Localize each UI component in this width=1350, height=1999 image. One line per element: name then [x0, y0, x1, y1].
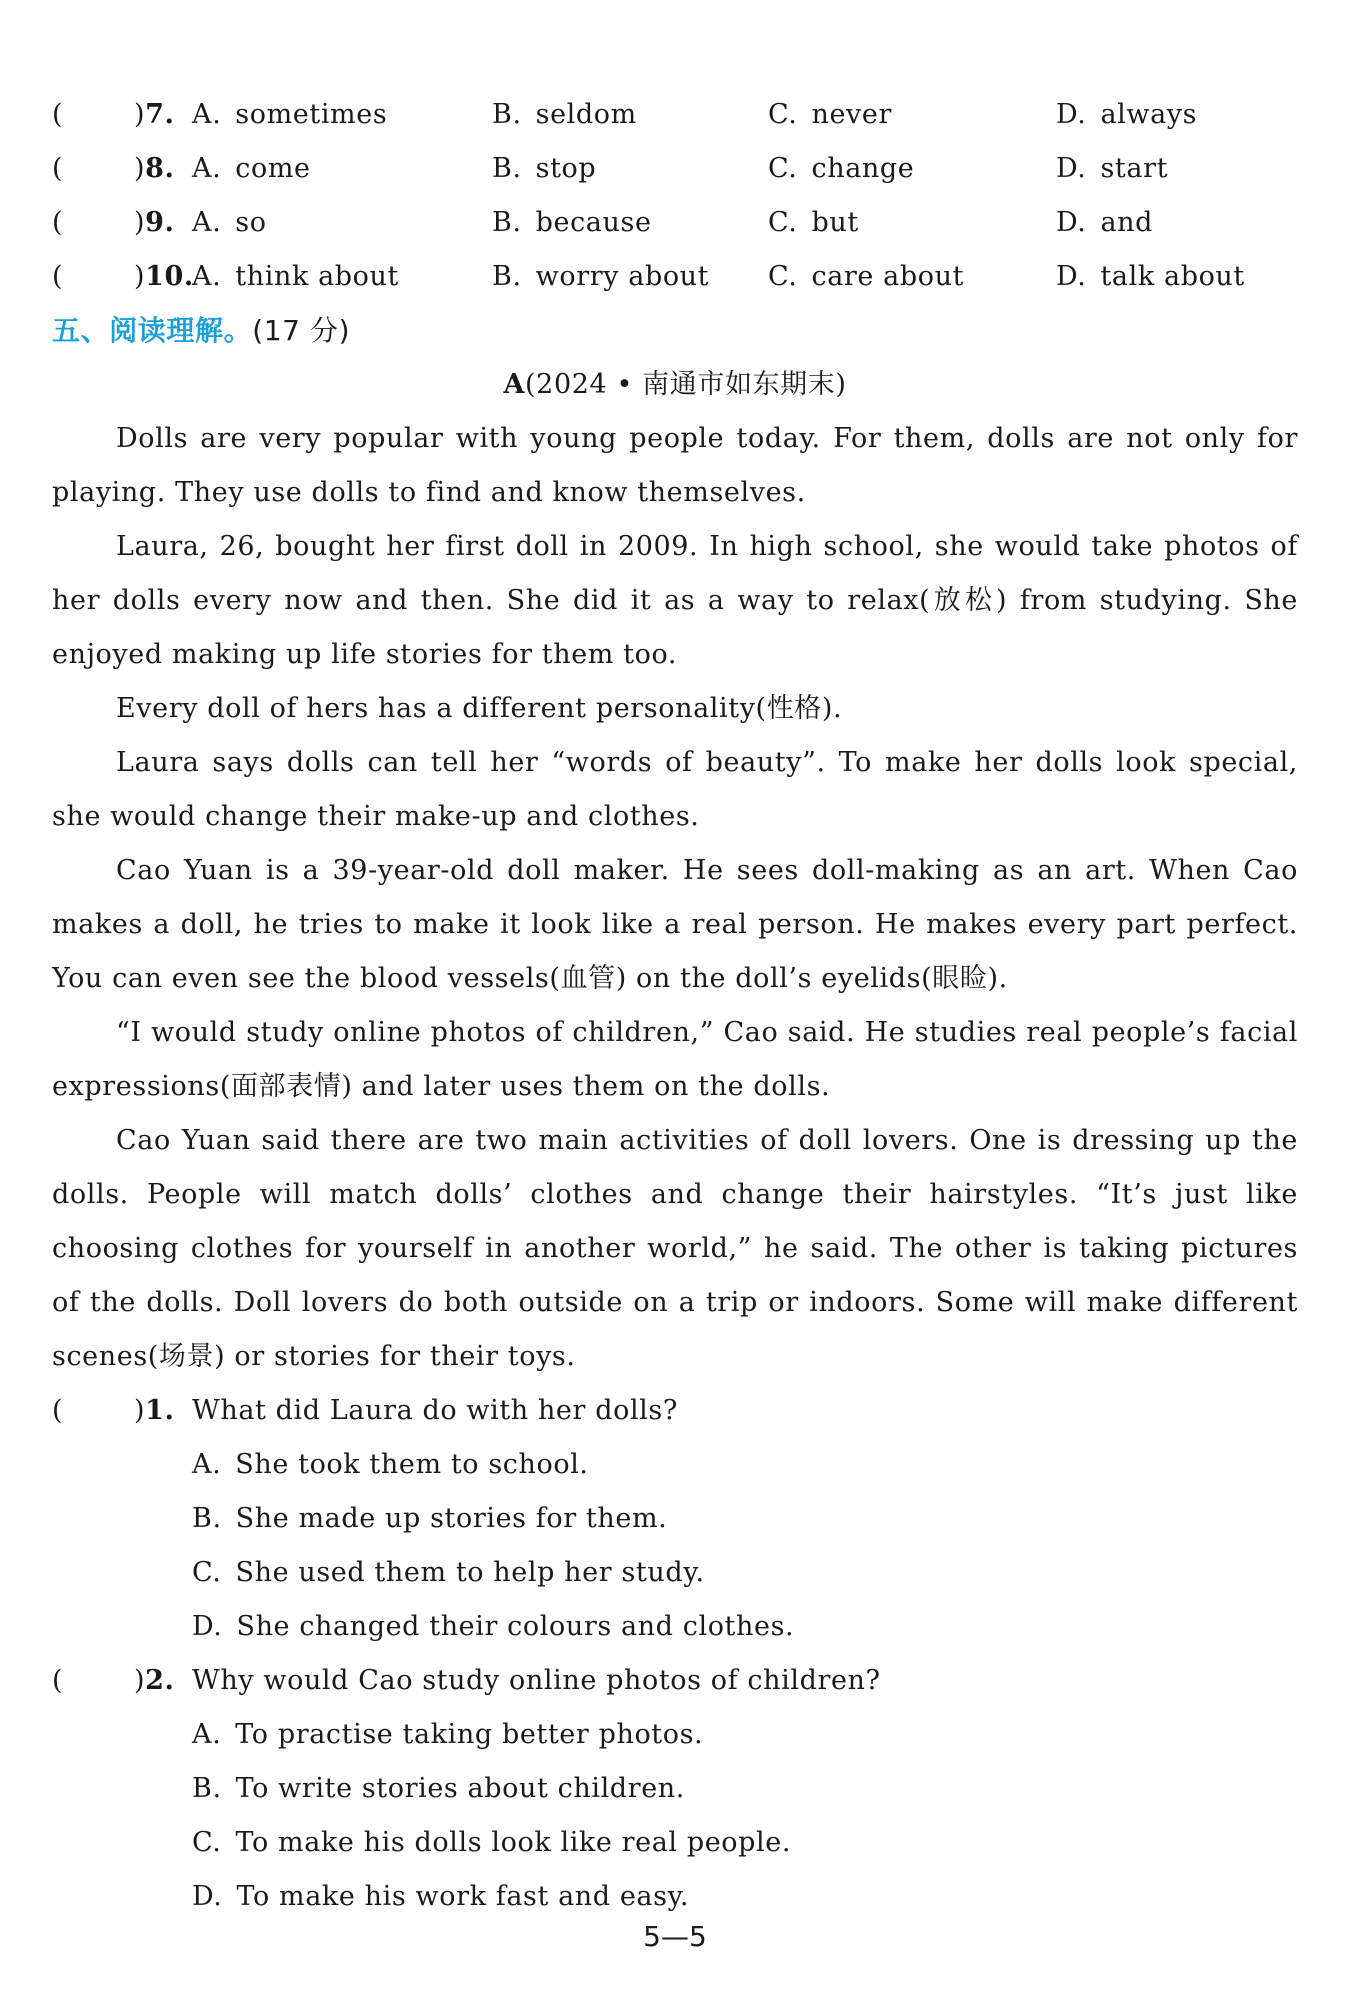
answer-paren-open: ( [52, 153, 64, 184]
answer-paren-open: ( [52, 1665, 64, 1696]
question-number: 1. [145, 1395, 175, 1426]
option-d: D. To make his work fast and easy. [192, 1881, 690, 1912]
cloze-question-8 [52, 142, 1298, 196]
section-score: (17 分) [252, 314, 351, 347]
question-number: 2. [145, 1665, 175, 1696]
cloze-question-10 [52, 250, 1298, 304]
option-d: D. start [1056, 153, 1169, 184]
passage-paragraph: “I would study online photos of children,” Cao said. He studies real people’s facial expressions(面部表情) and later uses them on the dolls. [52, 1017, 1298, 1102]
question-stem [52, 1654, 1298, 1708]
option-a: A. think about [192, 261, 399, 292]
question-number: 10. [145, 261, 194, 292]
answer-paren-open: ( [52, 1395, 64, 1426]
answer-paren-open: ( [52, 261, 64, 292]
passage-paragraph: Cao Yuan said there are two main activities of doll lovers. One is dressing up the dolls. People will match dolls’ clothes and change their hairstyles. “It’s just like choosing clothes for yourself in another world,” he said. The other is taking pictures of the dolls. Doll lovers do both outside on a trip or indoors. Some will make different scenes(场景) or stories for their toys. [52, 1125, 1298, 1372]
option-d: D. She changed their colours and clothes. [192, 1611, 795, 1642]
question-text: Why would Cao study online photos of children? [192, 1665, 881, 1696]
passage-paragraph: Cao Yuan is a 39-year-old doll maker. He sees doll-making as an art. When Cao makes a doll, he tries to make it look like a real person. He makes every part perfect. You can even see the blood vessels(血管) on the doll’s eyelids(眼睑). [52, 855, 1298, 994]
answer-paren-close: ) [134, 153, 146, 184]
option-b: B. seldom [492, 99, 637, 130]
option-a: A. come [192, 153, 311, 184]
option-a: A. so [192, 207, 267, 238]
question-number: 7. [145, 99, 175, 130]
passage-body [52, 412, 1298, 1384]
option-c: C. She used them to help her study. [192, 1557, 705, 1588]
answer-paren-close: ) [134, 1665, 146, 1696]
option-c: C. never [768, 99, 892, 130]
passage-label: A [503, 369, 526, 400]
passage-paragraph: Dolls are very popular with young people today. For them, dolls are not only for playing. They use dolls to find and know themselves. [52, 423, 1298, 508]
option-c: C. care about [768, 261, 965, 292]
option-a: A. She took them to school. [192, 1449, 589, 1480]
answer-paren-close: ) [134, 99, 146, 130]
reading-question-1 [52, 1384, 1298, 1654]
answer-paren-close: ) [134, 207, 146, 238]
answer-paren-close: ) [134, 261, 146, 292]
page-number: 5—5 [643, 1920, 707, 1953]
section-title: 五、阅读理解。 [52, 314, 253, 347]
option-b: B. She made up stories for them. [192, 1503, 668, 1534]
reading-question-2 [52, 1654, 1298, 1924]
option-c: C. To make his dolls look like real people. [192, 1827, 792, 1858]
option-b: B. To write stories about children. [192, 1773, 685, 1804]
cloze-question-9 [52, 196, 1298, 250]
worksheet-page [52, 88, 1298, 1924]
option-d: D. talk about [1056, 261, 1245, 292]
option-b: B. because [492, 207, 652, 238]
option-a: A. To practise taking better photos. [192, 1719, 704, 1750]
passage-paragraph: Every doll of hers has a different personality(性格). [116, 693, 843, 724]
question-number: 9. [145, 207, 175, 238]
option-b: B. stop [492, 153, 597, 184]
section-heading [52, 304, 1298, 358]
question-stem [52, 1384, 1298, 1438]
answer-paren-close: ) [134, 1395, 146, 1426]
question-text: What did Laura do with her dolls? [192, 1395, 678, 1426]
answer-paren-open: ( [52, 99, 64, 130]
option-c: C. change [768, 153, 915, 184]
question-number: 8. [145, 153, 175, 184]
passage-title [52, 358, 1298, 412]
option-a: A. sometimes [192, 99, 388, 130]
passage-source: (2024 • 南通市如东期末) [525, 369, 847, 400]
passage-paragraph: Laura says dolls can tell her “words of beauty”. To make her dolls look special, she would change their make-up and clothes. [52, 747, 1298, 832]
answer-paren-open: ( [52, 207, 64, 238]
option-d: D. always [1056, 99, 1198, 130]
cloze-question-7 [52, 88, 1298, 142]
cloze-question-list [52, 88, 1298, 304]
option-b: B. worry about [492, 261, 710, 292]
passage-paragraph: Laura, 26, bought her first doll in 2009. In high school, she would take photos of her dolls every now and then. She did it as a way to relax(放松) from studying. She enjoyed making up life stories for them too. [52, 531, 1298, 670]
option-d: D. and [1056, 207, 1154, 238]
option-c: C. but [768, 207, 859, 238]
